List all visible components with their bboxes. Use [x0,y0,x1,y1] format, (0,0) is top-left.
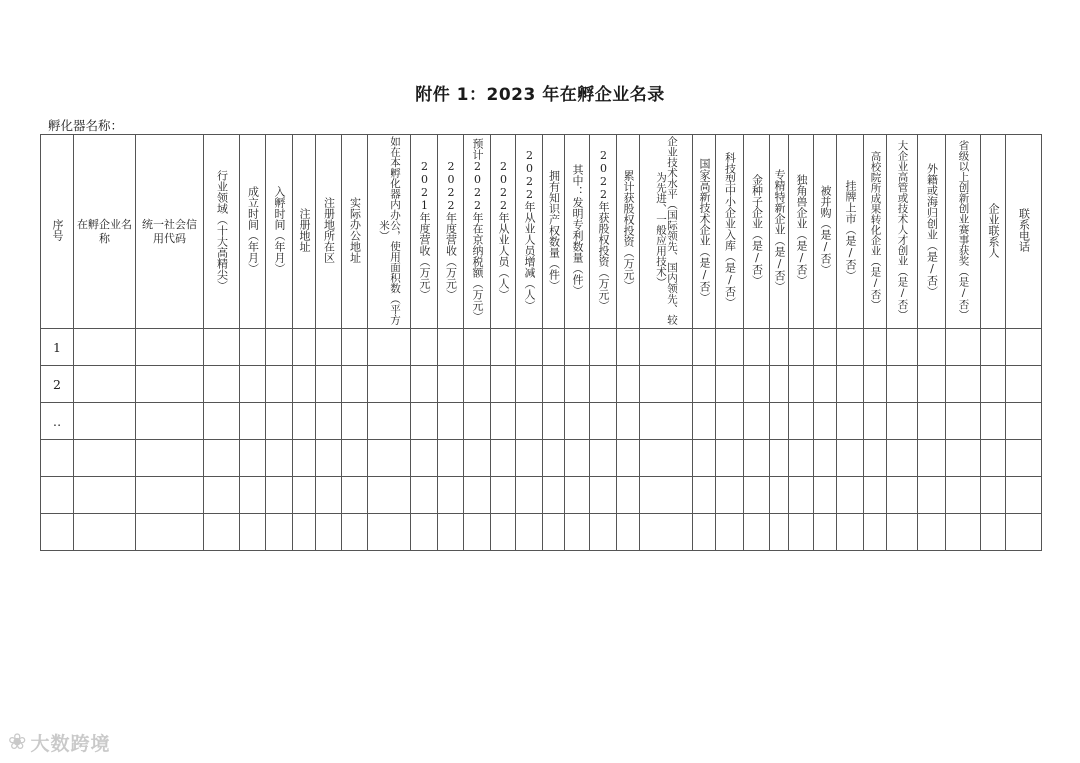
table-cell [543,477,565,514]
header-cell [946,135,981,329]
table-cell [438,514,464,551]
table-cell [266,403,293,440]
table-cell [464,477,491,514]
table-cell [887,514,918,551]
table-cell [744,440,770,477]
column-header: 行业领域（十大高精尖） [215,169,229,291]
table-cell [814,329,837,366]
table-cell [316,440,342,477]
header-cell [837,135,864,329]
table-cell [74,403,136,440]
table-cell [918,366,946,403]
table-cell [918,440,946,477]
table-cell [590,403,617,440]
column-header: 高校院所成果转化企业（是/否） [869,150,882,310]
table-cell [693,329,716,366]
table-cell [516,366,543,403]
brand-logo-icon: ❀ [8,729,27,755]
table-cell [716,403,744,440]
table-cell [565,440,590,477]
column-header: 金种子企业（是/否） [750,174,764,286]
table-cell [770,329,789,366]
row-number-cell [41,440,74,477]
table-cell [438,440,464,477]
header-cell [491,135,516,329]
header-cell [590,135,617,329]
table-cell [693,514,716,551]
table-cell [342,329,368,366]
table-row [41,440,1042,477]
table-cell [204,440,240,477]
table-cell [74,366,136,403]
table-cell [342,366,368,403]
table-cell [266,477,293,514]
header-cell [617,135,640,329]
table-cell [464,366,491,403]
table-cell [136,403,204,440]
table-cell [516,477,543,514]
row-number-cell: 2 [41,366,74,403]
table-row [41,329,1042,366]
table-cell [887,477,918,514]
table-cell [887,440,918,477]
table-cell [744,329,770,366]
table-cell [716,366,744,403]
header-cell [716,135,744,329]
column-header: 累计获股权投资（万元） [622,169,635,291]
table-cell [293,477,316,514]
incubated-companies-table [40,134,1042,551]
table-cell [411,440,438,477]
row-number-cell [41,477,74,514]
table-cell [464,403,491,440]
table-cell [640,403,693,440]
table-cell [770,403,789,440]
header-cell [887,135,918,329]
table-cell [837,514,864,551]
column-header: 大企业高管或技术人才创业（是/否） [896,140,909,320]
table-cell [918,514,946,551]
column-header: 2022年从业人员增减（人） [523,149,536,311]
table-cell [74,440,136,477]
table-cell [946,440,981,477]
table-cell [293,329,316,366]
table-cell [136,514,204,551]
table-cell [491,514,516,551]
table-cell [617,329,640,366]
table-cell [516,403,543,440]
table-cell [864,514,887,551]
table-cell [814,477,837,514]
table-cell [814,403,837,440]
header-cell [640,135,693,329]
table-cell [543,440,565,477]
table-cell [837,440,864,477]
table-cell [516,514,543,551]
header-cell [342,135,368,329]
incubator-name-label: 孵化器名称： [48,118,124,133]
column-header: 实际办公地址 [348,197,362,263]
page-title: 附件 1：2023 年在孵企业名录 [415,85,665,105]
table-cell [887,329,918,366]
table-cell [640,477,693,514]
table-cell [918,477,946,514]
table-cell [814,514,837,551]
table-cell [693,366,716,403]
table-cell [342,440,368,477]
header-cell [516,135,543,329]
table-cell [136,329,204,366]
column-header: 省级以上创新创业赛事获奖（是/否） [957,140,970,320]
table-cell [240,403,266,440]
table-cell [640,440,693,477]
table-cell [1006,329,1042,366]
table-cell [864,329,887,366]
table-cell [342,514,368,551]
table-cell [789,403,814,440]
column-header: 如在本孵化器内办公，使用面积数（平方米） [378,135,401,325]
table-cell [617,514,640,551]
column-header: 企业技术水平（国际领先、国内领先、较为先进、一般应用技术） [655,135,678,325]
table-cell [266,366,293,403]
table-cell [716,329,744,366]
column-header: 联系电话 [1017,208,1031,252]
table-cell [74,477,136,514]
column-header: 独角兽企业（是/否） [795,174,808,286]
table-cell [1006,514,1042,551]
table-cell [565,514,590,551]
table-cell [266,329,293,366]
table-cell [590,329,617,366]
column-header: 拥有知识产权数量（件） [547,169,561,291]
table-cell [438,366,464,403]
table-cell [744,403,770,440]
table-cell [837,329,864,366]
header-cell [744,135,770,329]
header-cell [41,135,74,329]
table-cell [316,514,342,551]
table-cell [1006,403,1042,440]
table-header-row [41,135,1042,329]
header-cell [368,135,411,329]
column-header: 2022年度营收（万元） [444,160,458,300]
table-cell [770,366,789,403]
table-cell [516,329,543,366]
table-cell [981,403,1006,440]
table-cell [438,477,464,514]
table-cell [368,366,411,403]
header-cell [464,135,491,329]
table-cell [837,366,864,403]
table-cell [368,477,411,514]
header-cell [266,135,293,329]
table-body [41,329,1042,551]
header-cell [136,135,204,329]
table-cell [464,329,491,366]
column-header: 成立时间（年月） [246,186,260,274]
table-cell [368,440,411,477]
header-cell [565,135,590,329]
table-cell [946,514,981,551]
table-cell [716,477,744,514]
table-cell [716,440,744,477]
table-cell [74,329,136,366]
table-cell [981,440,1006,477]
table-cell [789,477,814,514]
table-cell [565,403,590,440]
table-cell [744,477,770,514]
table-cell [887,366,918,403]
header-cell [411,135,438,329]
column-header: 2022年从业人员（人） [497,160,510,300]
table-cell [74,514,136,551]
table-cell [864,366,887,403]
row-number-cell: 1 [41,329,74,366]
table-cell [411,329,438,366]
table-cell [438,403,464,440]
table-cell [770,477,789,514]
table-cell [342,403,368,440]
table-cell [744,366,770,403]
table-cell [640,329,693,366]
table-cell [565,477,590,514]
table-cell [411,514,438,551]
table-cell [411,403,438,440]
table-row [41,403,1042,440]
table-cell [946,329,981,366]
table-cell [640,366,693,403]
table-cell [240,514,266,551]
table-cell [438,329,464,366]
table-row [41,366,1042,403]
table-cell [136,440,204,477]
column-header: 统一社会信用代码 [142,217,197,245]
table-cell [837,477,864,514]
column-header: 被并购（是/否） [819,185,832,275]
table-cell [368,403,411,440]
table-cell [814,440,837,477]
table-cell [293,440,316,477]
header-cell [864,135,887,329]
table-cell [316,403,342,440]
table-cell [543,403,565,440]
table-cell [946,366,981,403]
column-header: 专精特新企业（是/否） [773,168,786,292]
table-cell [293,514,316,551]
header-cell [74,135,136,329]
column-header: 其中：发明专利数量（件） [571,164,584,296]
header-cell [240,135,266,329]
brand-logo-text: 大数跨境 [30,732,111,755]
column-header: 在孵企业名称 [77,217,132,245]
table-cell [491,403,516,440]
table-cell [342,477,368,514]
row-number-cell [41,514,74,551]
table-cell [1006,477,1042,514]
table-cell [368,514,411,551]
table-cell [240,329,266,366]
table-cell [543,514,565,551]
column-header: 2022年获股权投资（万元） [597,149,610,311]
column-header: 科技型中小企业入库（是/否） [723,152,737,308]
table-cell [744,514,770,551]
table-cell [693,403,716,440]
column-header: 外籍或海归创业（是/否） [925,163,939,297]
table-cell [590,366,617,403]
header-cell [1006,135,1042,329]
header-cell [204,135,240,329]
table-cell [789,440,814,477]
table-cell [204,514,240,551]
table-cell [543,329,565,366]
table-row [41,477,1042,514]
table-cell [516,440,543,477]
table-cell [770,440,789,477]
table-cell [1006,366,1042,403]
table-cell [491,366,516,403]
table-cell [789,514,814,551]
table-cell [293,403,316,440]
header-cell [293,135,316,329]
table-cell [946,477,981,514]
table-cell [464,440,491,477]
table-cell [617,477,640,514]
table-row [41,514,1042,551]
table-cell [716,514,744,551]
table-cell [887,403,918,440]
table-cell [491,477,516,514]
header-cell [981,135,1006,329]
table-cell [316,329,342,366]
header-cell [316,135,342,329]
table-cell [640,514,693,551]
column-header: 序号 [51,219,64,241]
header-cell [814,135,837,329]
table-cell [240,440,266,477]
table-cell [617,403,640,440]
table-cell [240,366,266,403]
table-cell [543,366,565,403]
column-header: 国家高新技术企业（是/否） [698,157,711,303]
column-header: 企业联系人 [987,202,1000,258]
header-cell [770,135,789,329]
table-cell [565,366,590,403]
table-cell [411,477,438,514]
table-cell [981,477,1006,514]
column-header: 入孵时间（年月） [273,186,286,274]
header-cell [789,135,814,329]
table-cell [204,329,240,366]
table-cell [864,477,887,514]
table-cell [789,329,814,366]
table-cell [491,329,516,366]
table-cell [204,366,240,403]
table-cell [918,403,946,440]
table-cell [266,514,293,551]
table-cell [136,366,204,403]
table-cell [864,403,887,440]
table-cell [981,329,1006,366]
table-cell [693,477,716,514]
table-cell [770,514,789,551]
table-cell [590,514,617,551]
header-cell [693,135,716,329]
table-cell [136,477,204,514]
table-cell [204,477,240,514]
brand-logo [8,726,110,758]
column-header: 挂牌上市（是/否） [844,179,857,281]
table-cell [946,403,981,440]
row-number-cell: ‥ [41,403,74,440]
column-header: 注册地所在区 [322,197,336,263]
table-cell [981,366,1006,403]
table-cell [693,440,716,477]
table-cell [464,514,491,551]
table-cell [918,329,946,366]
table-cell [204,403,240,440]
table-cell [617,440,640,477]
table-cell [491,440,516,477]
table-cell [1006,440,1042,477]
table-cell [590,440,617,477]
column-header: 2021年度营收（万元） [418,160,431,300]
header-cell [438,135,464,329]
table-cell [266,440,293,477]
table-cell [316,477,342,514]
column-header: 注册地址 [298,208,311,252]
column-header: 预计2022年在京纳税额（万元） [471,138,484,322]
table-cell [240,477,266,514]
table-cell [293,366,316,403]
table-cell [565,329,590,366]
table-cell [837,403,864,440]
table-cell [368,329,411,366]
table-cell [789,366,814,403]
header-cell [543,135,565,329]
table-cell [590,477,617,514]
table-cell [316,366,342,403]
table-cell [864,440,887,477]
table-cell [411,366,438,403]
table-cell [617,366,640,403]
table-cell [814,366,837,403]
header-cell [918,135,946,329]
table-cell [981,514,1006,551]
